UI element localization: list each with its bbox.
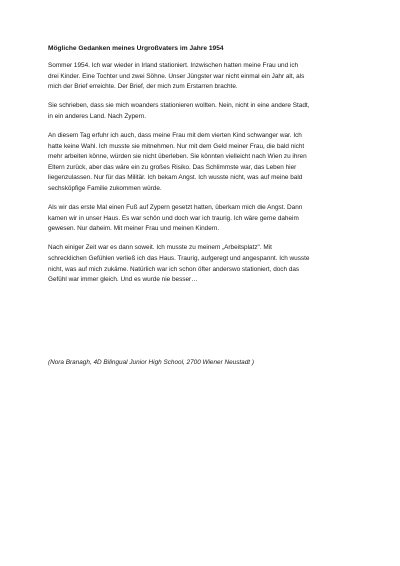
paragraph-2: Sie schrieben, dass sie mich woanders stationieren wollten. Nein, nicht in eine andere Stadt, in ein anderes Land. Nach Zypern. — [48, 102, 310, 120]
paragraph-5: Nach einiger Zeit war es dann soweit. Ich musste zu meinem „Arbeitsplatz". Mit schrecklichen Gefühlen verließ ich das Haus. Traurig, aufgeregt und angespannt. Ich wusste nicht, was auf mich zukäme. Natürlich war ich schon öfter anderswo stationiert, doch das Gefühl war immer gleich. Und es wurde nie besser… — [48, 244, 310, 284]
paragraph-1: Sommer 1954. Ich war wieder in Irland stationiert. Inzwischen hatten meine Frau und ich drei Kinder. Eine Tochter und zwei Söhne. Unser Jüngster war nicht einmal ein Jahr alt, als mich der Brief erreichte. Der Brief, der mich zum Erstarren brachte. — [48, 62, 305, 91]
paragraph-4: Als wir das erste Mal einen Fuß auf Zypern gesetzt hatten, überkam mich die Angst. Dann kamen wir in unser Haus. Es war schön und doch war ich traurig. Ich wäre gerne daheim gewesen. Nur daheim. Mit meiner Frau und meinen Kindern. — [48, 204, 303, 233]
author-attribution: (Nora Branagh, 4D Bilingual Junior High School, 2700 Wiener Neustadt ) — [48, 359, 254, 366]
document-title: Mögliche Gedanken meines Urgroßvaters im Jahre 1954 — [48, 45, 224, 52]
document-page — [48, 44, 366, 294]
paragraph-3: An diesem Tag erfuhr ich auch, dass meine Frau mit dem vierten Kind schwanger war. Ich hatte keine Wahl. Ich musste sie mitnehmen. Nur mit dem Geld meiner Frau, die bald nicht mehr arbeiten könne, würden sie nicht überleben. Sie könnten vielleicht nach Wien zu ihren Eltern zurück, aber das wäre ein zu großes Risiko. Das Schlimmste war, das Leben hier liegenzulassen. Nur für das Militär. Ich bekam Angst. Ich wusste nicht, was auf meine bald sechsköpfige Familie zukommen würde. — [48, 131, 307, 192]
